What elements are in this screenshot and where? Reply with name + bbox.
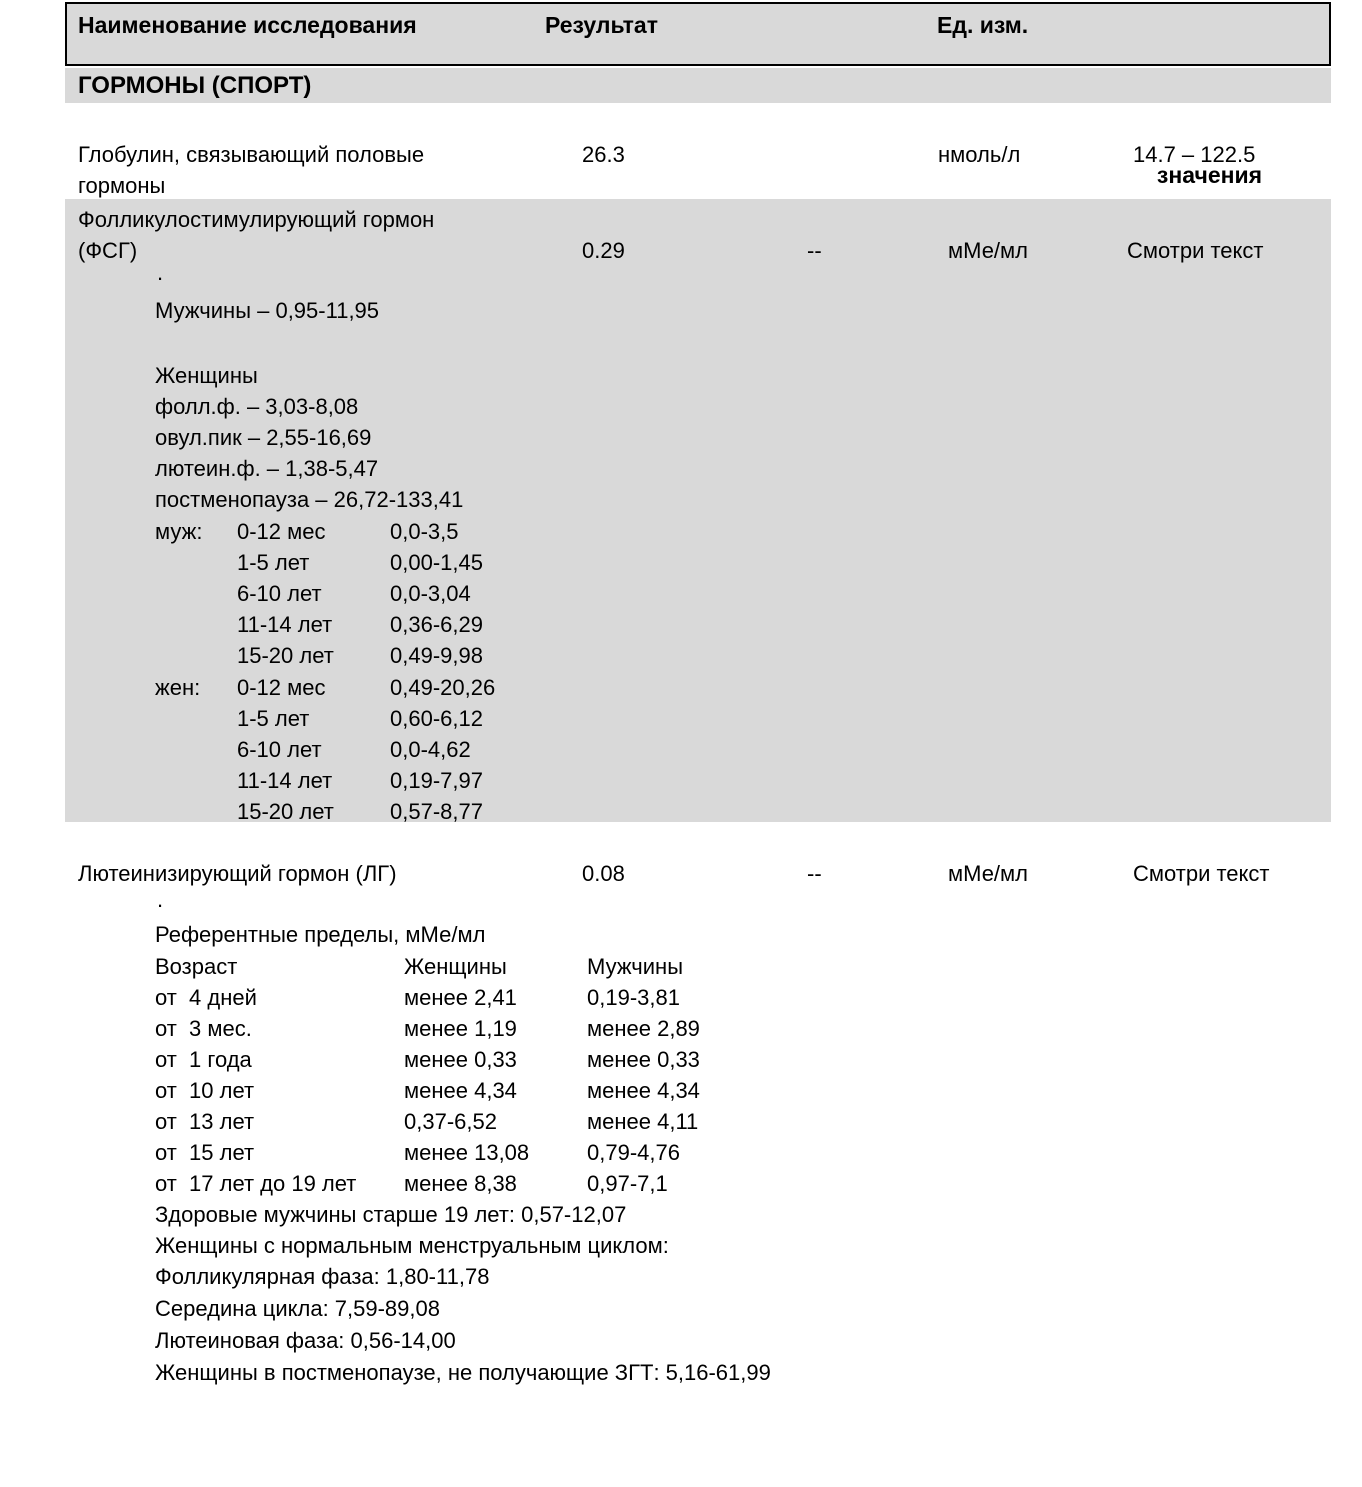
column-header-normal-line2: значения <box>1156 162 1263 188</box>
lh-ref-cell: менее 8,38 <box>404 1171 517 1196</box>
lh-ref-cell: менее 0,33 <box>404 1047 517 1072</box>
column-header-units: Ед. изм. <box>937 12 1029 38</box>
lh-ref-cell: от 3 мес. <box>155 1016 252 1041</box>
lh-ref-cell: 0,19-3,81 <box>587 985 680 1010</box>
fsh-age-cell: 0-12 мес <box>237 675 326 700</box>
fsh-age-cell: 15-20 лет <box>237 643 334 668</box>
shbg-name-line1: Глобулин, связывающий половые <box>78 142 425 167</box>
fsh-age-cell: 0,0-4,62 <box>390 737 471 762</box>
shbg-units: нмоль/л <box>938 142 1021 167</box>
lh-result: 0.08 <box>582 861 625 886</box>
section-title: ГОРМОНЫ (СПОРТ) <box>78 72 312 99</box>
fsh-ref-women-line: постменопауза – 26,72-133,41 <box>155 487 464 512</box>
fsh-age-cell: 0-12 мес <box>237 519 326 544</box>
shbg-name-line2: гормоны <box>78 173 166 198</box>
fsh-age-cell: 1-5 лет <box>237 550 310 575</box>
fsh-ref-women-header: Женщины <box>155 363 258 388</box>
lh-name: Лютеинизирующий гормон (ЛГ) <box>78 861 397 886</box>
fsh-age-cell: 0,49-9,98 <box>390 643 483 668</box>
lh-units: мМе/мл <box>948 861 1029 886</box>
lh-ref-cell: от 17 лет до 19 лет <box>155 1171 357 1196</box>
shbg-result: 26.3 <box>582 142 625 167</box>
lh-ref-note: Лютеиновая фаза: 0,56-14,00 <box>155 1328 456 1353</box>
lh-ref-cell: менее 4,34 <box>587 1078 700 1103</box>
fsh-age-cell: 0,49-20,26 <box>390 675 496 700</box>
lh-ref-note: Фолликулярная фаза: 1,80-11,78 <box>155 1264 490 1289</box>
fsh-age-cell: 11-14 лет <box>237 612 333 637</box>
fsh-age-cell: 0,57-8,77 <box>390 799 483 824</box>
fsh-age-cell: 0,60-6,12 <box>390 706 483 731</box>
fsh-age-cell: 6-10 лет <box>237 737 322 762</box>
lh-ref-cell: 0,97-7,1 <box>587 1171 668 1196</box>
lh-ref-cell: менее 0,33 <box>587 1047 700 1072</box>
column-header-result: Результат <box>545 12 658 38</box>
lh-ref-note: Здоровые мужчины старше 19 лет: 0,57-12,07 <box>155 1202 627 1227</box>
column-header-name: Наименование исследования <box>78 12 417 38</box>
fsh-age-cell: 0,0-3,04 <box>390 581 471 606</box>
lh-ref-note: Середина цикла: 7,59-89,08 <box>155 1296 440 1321</box>
lh-ref-cell: менее 4,34 <box>404 1078 517 1103</box>
fsh-age-cell: 1-5 лет <box>237 706 310 731</box>
fsh-age-cell: 0,00-1,45 <box>390 550 483 575</box>
lh-ref-cell: от 10 лет <box>155 1078 255 1103</box>
fsh-flag: -- <box>807 238 822 263</box>
lh-ref-col-women: Женщины <box>404 954 507 979</box>
fsh-age-female-label: жен: <box>155 675 201 700</box>
fsh-ref-men: Мужчины – 0,95-11,95 <box>155 298 380 323</box>
section-bar-hormones <box>65 68 1331 103</box>
lh-ref-cell: менее 2,41 <box>404 985 517 1010</box>
lh-ref-cell: 0,79-4,76 <box>587 1140 680 1165</box>
fsh-age-cell: 11-14 лет <box>237 768 333 793</box>
lh-normal: Смотри текст <box>1133 861 1270 886</box>
lh-ref-cell: менее 13,08 <box>404 1140 530 1165</box>
fsh-age-cell: 0,0-3,5 <box>390 519 459 544</box>
row-fsh-block <box>65 199 1331 822</box>
lh-ref-cell: от 1 года <box>155 1047 252 1072</box>
fsh-ref-women-line: лютеин.ф. – 1,38-5,47 <box>155 456 379 481</box>
fsh-ref-dot: . <box>157 260 164 285</box>
fsh-name-line2: (ФСГ) <box>78 238 138 263</box>
fsh-result: 0.29 <box>582 238 625 263</box>
fsh-ref-women-line: фолл.ф. – 3,03-8,08 <box>155 394 359 419</box>
lh-ref-cell: 0,37-6,52 <box>404 1109 497 1134</box>
fsh-age-cell: 15-20 лет <box>237 799 334 824</box>
lh-ref-title: Референтные пределы, мМе/мл <box>155 922 486 947</box>
fsh-age-cell: 0,36-6,29 <box>390 612 483 637</box>
shbg-normal: 14.7 – 122.5 <box>1133 142 1256 167</box>
fsh-normal: Смотри текст <box>1127 238 1264 263</box>
lh-ref-cell: менее 1,19 <box>404 1016 517 1041</box>
fsh-units: мМе/мл <box>948 238 1029 263</box>
fsh-age-cell: 0,19-7,97 <box>390 768 483 793</box>
fsh-name-line1: Фолликулостимулирующий гормон <box>78 207 435 232</box>
lh-ref-cell: от 15 лет <box>155 1140 255 1165</box>
lh-ref-note: Женщины с нормальным менструальным циклом: <box>155 1233 669 1258</box>
fsh-ref-women-line: овул.пик – 2,55-16,69 <box>155 425 372 450</box>
fsh-age-cell: 6-10 лет <box>237 581 322 606</box>
lh-flag: -- <box>807 861 822 886</box>
lh-ref-note: Женщины в постменопаузе, не получающие ЗГТ: 5,16-61,99 <box>155 1360 771 1385</box>
fsh-age-male-label: муж: <box>155 519 203 544</box>
lh-ref-cell: менее 4,11 <box>587 1109 699 1134</box>
lh-ref-col-age: Возраст <box>155 954 238 979</box>
lh-ref-cell: от 13 лет <box>155 1109 255 1134</box>
lh-ref-cell: менее 2,89 <box>587 1016 700 1041</box>
lh-ref-col-men: Мужчины <box>587 954 684 979</box>
lh-ref-cell: от 4 дней <box>155 985 257 1010</box>
lh-ref-dot: . <box>157 887 164 912</box>
